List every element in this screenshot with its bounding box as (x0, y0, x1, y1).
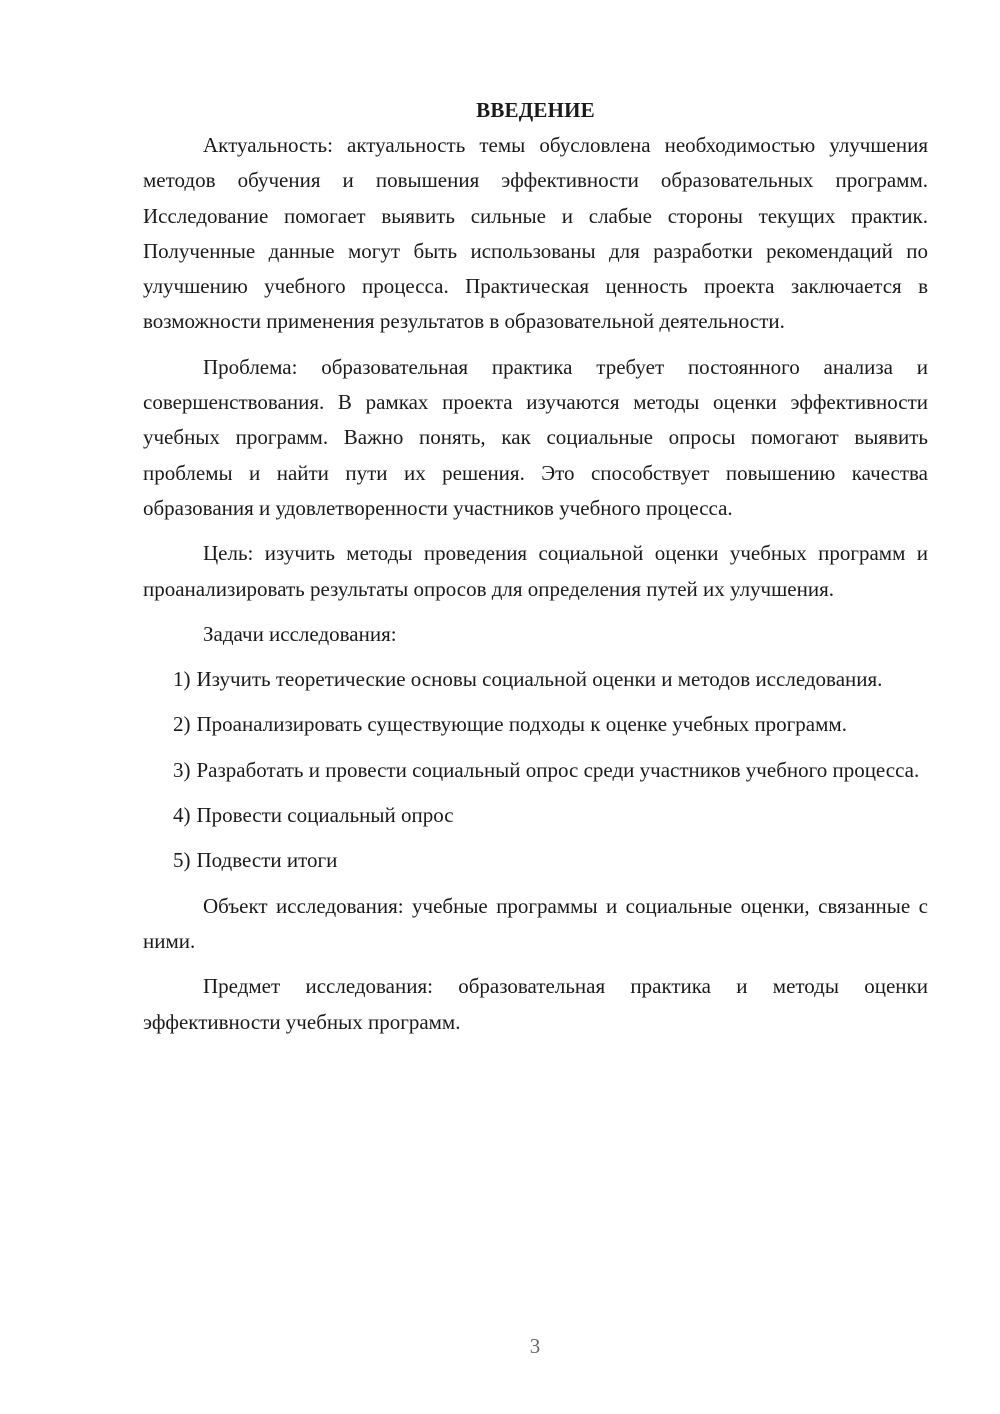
list-item-text: Разработать и провести социальный опрос среди участников учебного процесса. (196, 757, 920, 782)
list-item-text: Подвести итоги (196, 848, 338, 873)
list-item (143, 753, 928, 788)
list-item-number: 3) (173, 757, 191, 782)
list-item-number: 4) (173, 803, 191, 828)
document-page (143, 93, 928, 1040)
page-title: ВВЕДЕНИЕ (476, 98, 595, 122)
list-item (143, 707, 928, 742)
list-item (143, 662, 928, 697)
list-item-number: 1) (173, 667, 191, 692)
object-paragraph: Объект исследования: учебные программы и социальные оценки, связанные с ними. (143, 893, 928, 953)
list-item-text: Изучить теоретические основы социальной оценки и методов исследования. (196, 667, 883, 692)
list-item-text: Провести социальный опрос (196, 803, 454, 828)
list-item (143, 798, 928, 833)
list-item-number: 5) (173, 848, 191, 873)
tasks-heading: Задачи исследования: (203, 621, 397, 646)
tasks-list (143, 662, 928, 878)
subject-paragraph: Предмет исследования: образовательная практика и методы оценки эффективности учебных программ. (143, 974, 928, 1034)
list-item-number: 2) (173, 712, 191, 737)
page-number: 3 (529, 1334, 541, 1358)
goal-paragraph: Цель: изучить методы проведения социальной оценки учебных программ и проанализировать результаты опросов для определения путей их улучшения. (143, 541, 928, 601)
list-item (143, 843, 928, 878)
problem-paragraph: Проблема: образовательная практика требует постоянного анализа и совершенствования. В рамках проекта изучаются методы оценки эффективности учебных программ. Важно понять, как социальные опросы помогают выявить проблемы и найти пути их решения. Это способствует повышению качества образования и удовлетворенности участников учебного процесса. (143, 354, 928, 520)
list-item-text: Проанализировать существующие подходы к оценке учебных программ. (196, 712, 847, 737)
relevance-paragraph: Актуальность: актуальность темы обусловлена необходимостью улучшения методов обучения и повышения эффективности образовательных программ. Исследование помогает выявить сильные и слабые стороны текущих практик. Полученные данные могут быть использованы для разработки рекомендаций по улучшению учебного процесса. Практическая ценность проекта заключается в возможности применения результатов в образовательной деятельности. (143, 133, 928, 334)
